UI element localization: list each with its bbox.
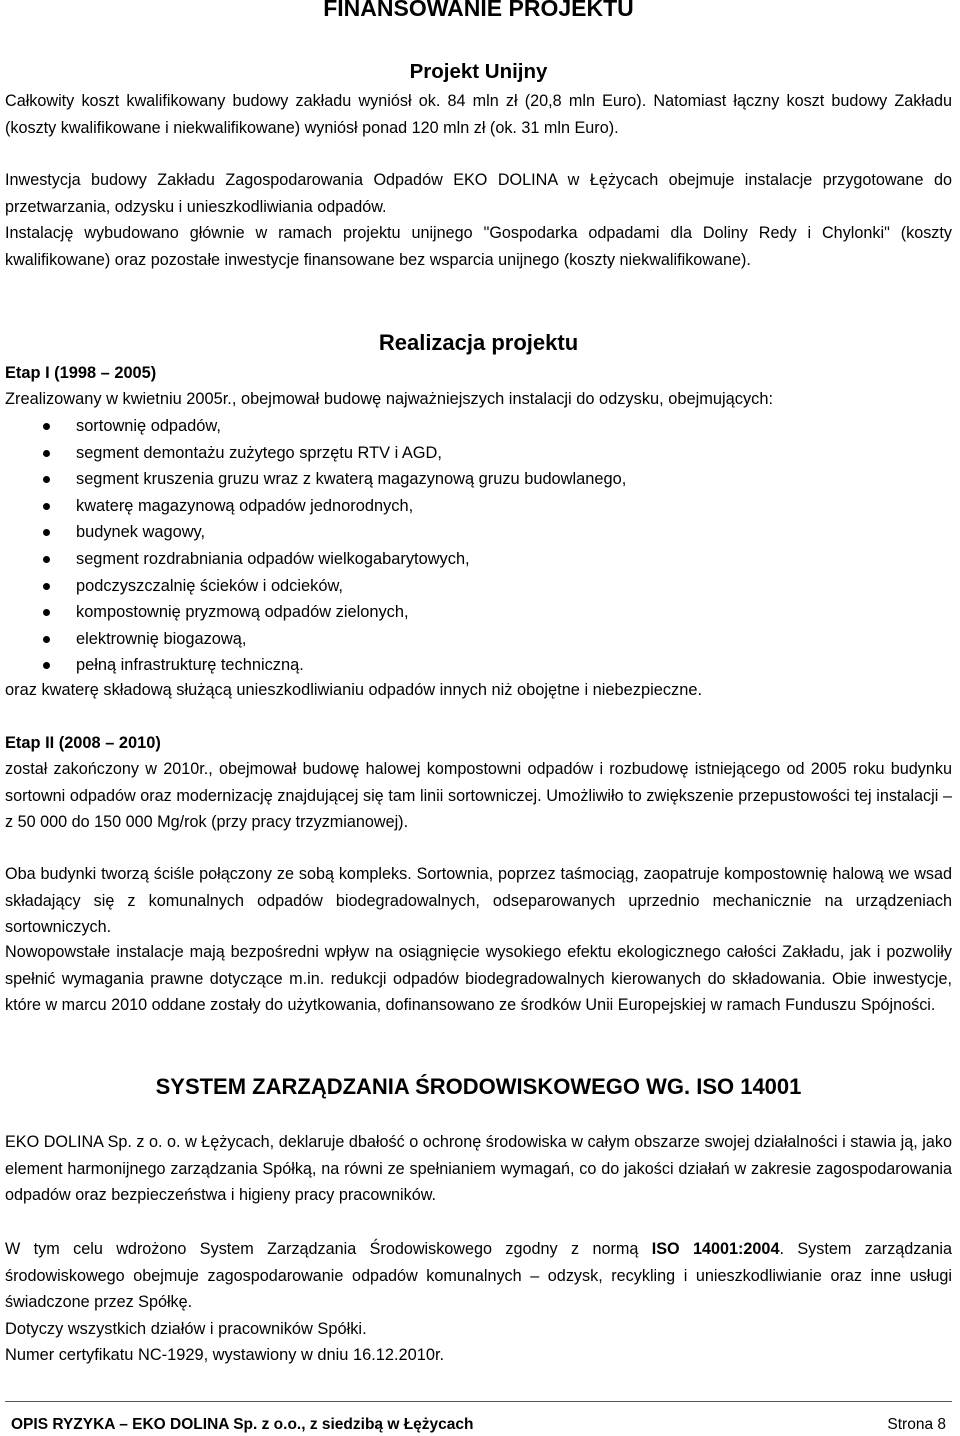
list-item: podczyszczalnię ścieków i odcieków, (5, 573, 626, 600)
iso-norm-label: ISO 14001:2004 (651, 1240, 780, 1258)
section-heading-iso: SYSTEM ZARZĄDZANIA ŚRODOWISKOWEGO WG. ISO 14001 (155, 1074, 802, 1099)
section-heading-realizacja: Realizacja projektu (378, 330, 579, 355)
paragraph-iso-certyfikat: Numer certyfikatu NC-1929, wystawiony w dniu 16.12.2010r. (5, 1346, 445, 1364)
list-item: budynek wagowy, (5, 519, 626, 546)
etap-1-title: Etap I (1998 – 2005) (5, 364, 157, 382)
etap-2-title: Etap II (2008 – 2010) (5, 734, 161, 752)
page-title: FINANSOWANIE PROJEKTU (323, 0, 634, 21)
etap-1-intro: Zrealizowany w kwietniu 2005r., obejmował budowę najważniejszych instalacji do odzysku, obejmujących: (5, 390, 774, 408)
bullet-icon (43, 662, 50, 669)
bullet-icon (43, 450, 50, 457)
paragraph-koszt: Całkowity koszt kwalifikowany budowy zakładu wyniósł ok. 84 mln zł (20,8 mln Euro). Natomiast łączny koszt budowy Zakładu (koszty kwalifikowane i niekwalifikowane) wyniósł ponad 120 mln zł (ok. 31 mln Euro). (5, 92, 952, 137)
list-item: segment rozdrabniania odpadów wielkogabarytowych, (5, 546, 626, 573)
list-item: segment demontażu zużytego sprzętu RTV i AGD, (5, 440, 626, 467)
list-item: kwaterę magazynową odpadów jednorodnych, (5, 493, 626, 520)
footer-divider (5, 1401, 952, 1402)
list-item: kompostownię pryzmową odpadów zielonych, (5, 599, 626, 626)
list-item: elektrownię biogazową, (5, 626, 626, 653)
list-item: segment kruszenia gruzu wraz z kwaterą magazynową gruzu budowlanego, (5, 466, 626, 493)
section-heading-projekt-unijny: Projekt Unijny (409, 60, 548, 83)
bullet-icon (43, 503, 50, 510)
etap-1-bullet-list (5, 413, 626, 679)
paragraph-inwestycja: Inwestycja budowy Zakładu Zagospodarowania Odpadów EKO DOLINA w Łężycach obejmuje instalacje przygotowane do przetwarzania, odzysku i unieszkodliwiania odpadów. (5, 171, 952, 216)
bullet-icon (43, 423, 50, 430)
bullet-icon (43, 529, 50, 536)
paragraph-instalacja: Instalację wybudowano głównie w ramach projektu unijnego "Gospodarka odpadami dla Doliny Redy i Chylonki" (koszty kwalifikowane) oraz pozostałe inwestycje finansowane bez wsparcia unijnego (koszty niekwalifikowane). (5, 224, 952, 269)
bullet-icon (43, 556, 50, 563)
paragraph-iso-deklaracja: EKO DOLINA Sp. z o. o. w Łężycach, deklaruje dbałość o ochronę środowiska w całym obszarze swojej działalności i stawia ją, jako element harmonijnego zarządzania Spółką, na równi ze spełnianiem wymagań, co do jakości działań w zakresie zagospodarowania odpadów oraz bezpieczeństwa i higieny pracy pracowników. (5, 1133, 952, 1205)
list-item: sortownię odpadów, (5, 413, 626, 440)
list-item: pełną infrastrukturę techniczną. (5, 652, 626, 679)
paragraph-iso-dotyczy: Dotyczy wszystkich działów i pracowników Spółki. (5, 1320, 367, 1338)
bullet-icon (43, 583, 50, 590)
footer-page-number: Strona 8 (887, 1416, 946, 1433)
paragraph-etap-2-kompleks: Oba budynki tworzą ściśle połączony ze sobą kompleks. Sortownia, poprzez taśmociąg, zaopatruje kompostownię halową we wsad składający się z komunalnych odpadów biodegradowalnych, odseparowanych uprzednio mechanicznie na urządzeniach sortowniczych. (5, 865, 952, 937)
bullet-icon (43, 636, 50, 643)
paragraph-iso-system: W tym celu wdrożono System Zarządzania Środowiskowego zgodny z normą ISO 14001:2004. System zarządzania środowiskowego obejmuje zagospodarowanie odpadów komunalnych – odzysk, recykling i unieszkodliwianie oraz inne usługi świadczone przez Spółkę. (5, 1240, 952, 1312)
bullet-icon (43, 476, 50, 483)
bullet-icon (43, 609, 50, 616)
footer-left-text: OPIS RYZYKA – EKO DOLINA Sp. z o.o., z siedzibą w Łężycach (11, 1416, 474, 1433)
etap-1-outro: oraz kwaterę składową służącą unieszkodliwianiu odpadów innych niż obojętne i niebezpieczne. (5, 681, 703, 699)
paragraph-etap-2-zakonczony: został zakończony w 2010r., obejmował budowę halowej kompostowni odpadów i rozbudowę istniejącego od 2005 roku budynku sortowni odpadów oraz modernizację znajdującej się tam linii sortowniczej. Umożliwiło to zwiększenie przepustowości tej instalacji – z 50 000 do 150 000 Mg/rok (przy pracy trzyzmianowej). (5, 760, 952, 832)
paragraph-etap-2-efekt: Nowopowstałe instalacje mają bezpośredni wpływ na osiągnięcie wysokiego efektu ekologicznego całości Zakładu, jak i pozwoliły spełnić wymagania prawne dotyczące m.in. redukcji odpadów biodegradowalnych kierowanych do składowania. Obie inwestycje, które w marcu 2010 oddane zostały do użytkowania, dofinansowano ze środków Unii Europejskiej w ramach Funduszu Spójności. (5, 943, 952, 1015)
